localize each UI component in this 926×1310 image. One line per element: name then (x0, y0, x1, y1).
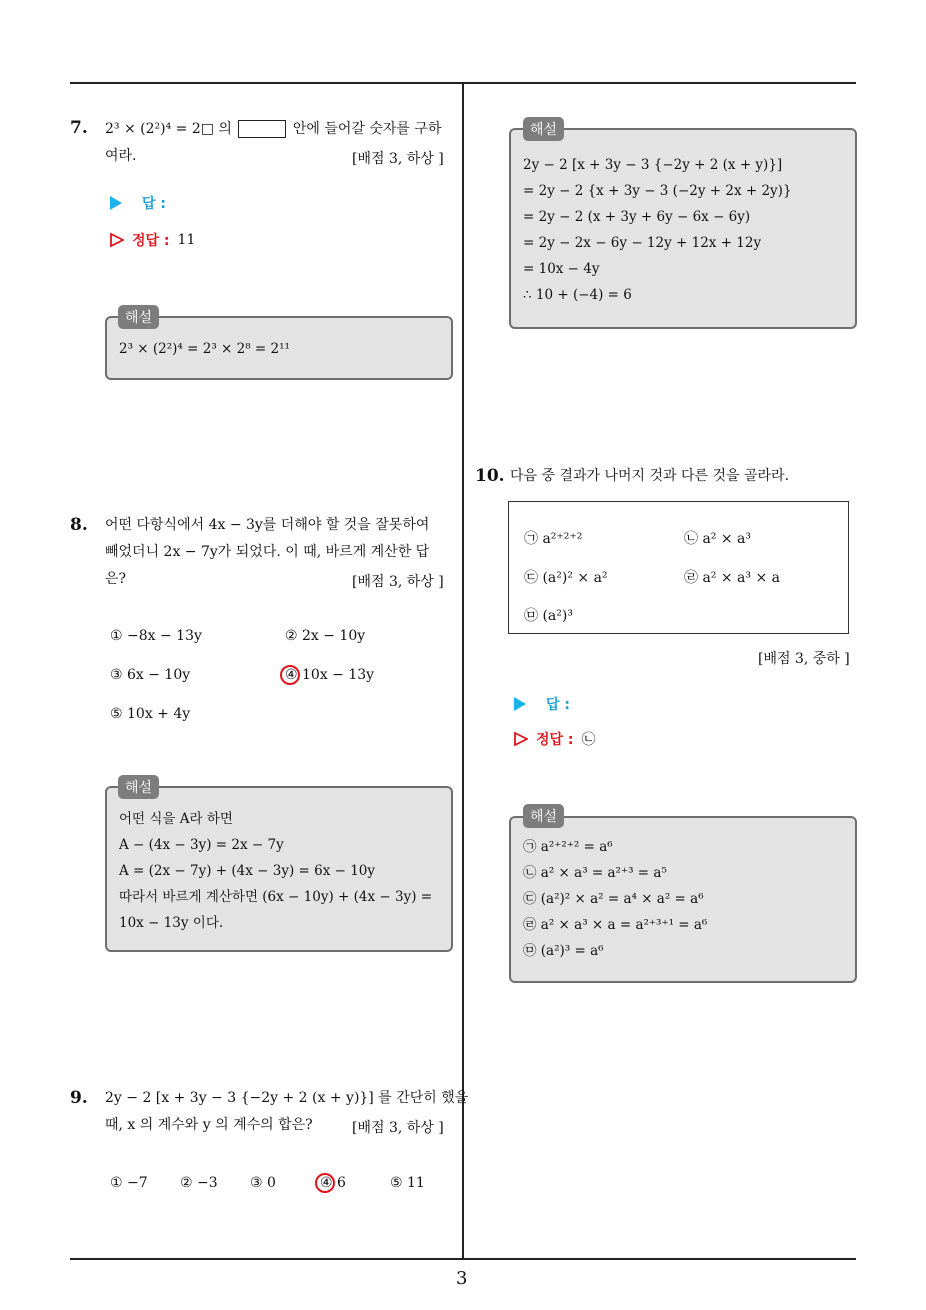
solution-tag: 해설 (523, 804, 564, 828)
option-5[interactable]: ㉤ (a²)³ (524, 608, 573, 624)
correct-label: 정답 : (536, 732, 574, 748)
correct-value: 11 (177, 232, 196, 248)
question-number: 10. (475, 466, 505, 486)
answer-label: 답 : (142, 196, 166, 212)
blank-box (238, 120, 286, 138)
solution-line: = 2y − 2 {x + 3y − 3 (−2y + 2x + 2y)} (523, 183, 792, 199)
solution-line: = 2y − 2x − 6y − 12y + 12x + 12y (523, 235, 762, 251)
choice-4[interactable]: ④ 6 (320, 1175, 346, 1191)
solution-line: ㉡ a² × a³ = a²⁺³ = a⁵ (523, 865, 667, 881)
choice-5[interactable]: ⑤ 11 (390, 1175, 425, 1191)
question-number: 9. (70, 1088, 88, 1108)
solution-line: 10x − 13y 이다. (119, 915, 224, 931)
solution-line: 어떤 식을 A라 하면 (119, 811, 233, 827)
question-text-line2: 때, x 의 계수와 y 의 계수의 합은? (105, 1117, 313, 1133)
question-text-line1 (105, 116, 441, 143)
outline-triangle-icon (514, 732, 528, 746)
correct-value: ㉡ (581, 732, 596, 748)
option-2[interactable]: ㉡ a² × a³ (684, 531, 751, 547)
choice-1[interactable]: ① −7 (110, 1175, 148, 1191)
question-text-line2: 빼었더니 2x − 7y가 되었다. 이 때, 바르게 계산한 답 (105, 544, 430, 560)
solution-line: ㉢ (a²)² × a² = a⁴ × a² = a⁶ (523, 891, 704, 907)
choice-1[interactable]: ① −8x − 13y (110, 628, 202, 644)
play-icon (514, 697, 526, 711)
solution-tag: 해설 (523, 117, 564, 141)
solution-line: = 10x − 4y (523, 261, 600, 277)
solution-box (105, 786, 453, 952)
solution-line: 2y − 2 [x + 3y − 3 {−2y + 2 (x + y)}] (523, 157, 783, 173)
question-text-line2: 여라. (105, 148, 137, 164)
question-text: 다음 중 결과가 나머지 것과 다른 것을 골라라. (510, 468, 790, 484)
solution-line: = 2y − 2 (x + 3y + 6y − 6x − 6y) (523, 209, 751, 225)
correct-answer-row (514, 729, 596, 749)
question-text-line1: 어떤 다항식에서 4x − 3y를 더해야 할 것을 잘못하여 (105, 517, 430, 533)
question-text-line3: 은? (105, 571, 127, 587)
correct-label: 정답 : (132, 233, 170, 249)
solution-box (509, 816, 857, 983)
answer-label: 답 : (546, 697, 570, 713)
answer-row (514, 694, 570, 714)
choice-2[interactable]: ② 2x − 10y (285, 628, 366, 644)
solution-line: A = (2x − 7y) + (4x − 3y) = 6x − 10y (119, 863, 376, 879)
solution-box (509, 128, 857, 329)
solution-line: ㉠ a²⁺²⁺² = a⁶ (523, 839, 613, 855)
outline-triangle-icon (110, 233, 124, 247)
question-number: 7. (70, 118, 88, 138)
solution-line: ㉤ (a²)³ = a⁶ (523, 943, 604, 959)
score-label: [배점 3, 하상 ] (352, 574, 444, 590)
question-text-line1: 2y − 2 [x + 3y − 3 {−2y + 2 (x + y)}] 를 간단히 했을 (105, 1090, 469, 1106)
question-number: 8. (70, 515, 88, 535)
answer-row (110, 193, 166, 213)
solution-tag: 해설 (118, 775, 159, 799)
solution-tag: 해설 (118, 305, 159, 329)
score-label: [배점 3, 하상 ] (352, 151, 444, 167)
choice-3[interactable]: ③ 6x − 10y (110, 667, 191, 683)
solution-line: 따라서 바르게 계산하면 (6x − 10y) + (4x − 3y) = (119, 889, 433, 905)
correct-answer-row (110, 230, 195, 250)
score-label: [배점 3, 중하 ] (758, 651, 850, 667)
choice-3[interactable]: ③ 0 (250, 1175, 276, 1191)
option-1[interactable]: ㉠ a²⁺²⁺² (524, 531, 583, 547)
question-text: 안에 들어갈 숫자를 구하 (292, 121, 442, 137)
choice-5[interactable]: ⑤ 10x + 4y (110, 706, 191, 722)
solution-line: ㉣ a² × a³ × a = a²⁺³⁺¹ = a⁶ (523, 917, 708, 933)
page-number: 3 (456, 1268, 468, 1289)
choice-4[interactable]: ④ 10x − 13y (285, 667, 375, 683)
solution-line: A − (4x − 3y) = 2x − 7y (119, 837, 284, 853)
solution-line: 2³ × (2²)⁴ = 2³ × 2⁸ = 2¹¹ (119, 341, 290, 357)
option-4[interactable]: ㉣ a² × a³ × a (684, 570, 780, 586)
score-label: [배점 3, 하상 ] (352, 1120, 444, 1136)
solution-line: ∴ 10 + (−4) = 6 (523, 287, 632, 303)
column-divider (462, 82, 464, 1259)
play-icon (110, 196, 122, 210)
option-3[interactable]: ㉢ (a²)² × a² (524, 570, 608, 586)
choice-2[interactable]: ② −3 (180, 1175, 218, 1191)
question-math: 2³ × (2²)⁴ = 2□ 의 (105, 121, 232, 137)
